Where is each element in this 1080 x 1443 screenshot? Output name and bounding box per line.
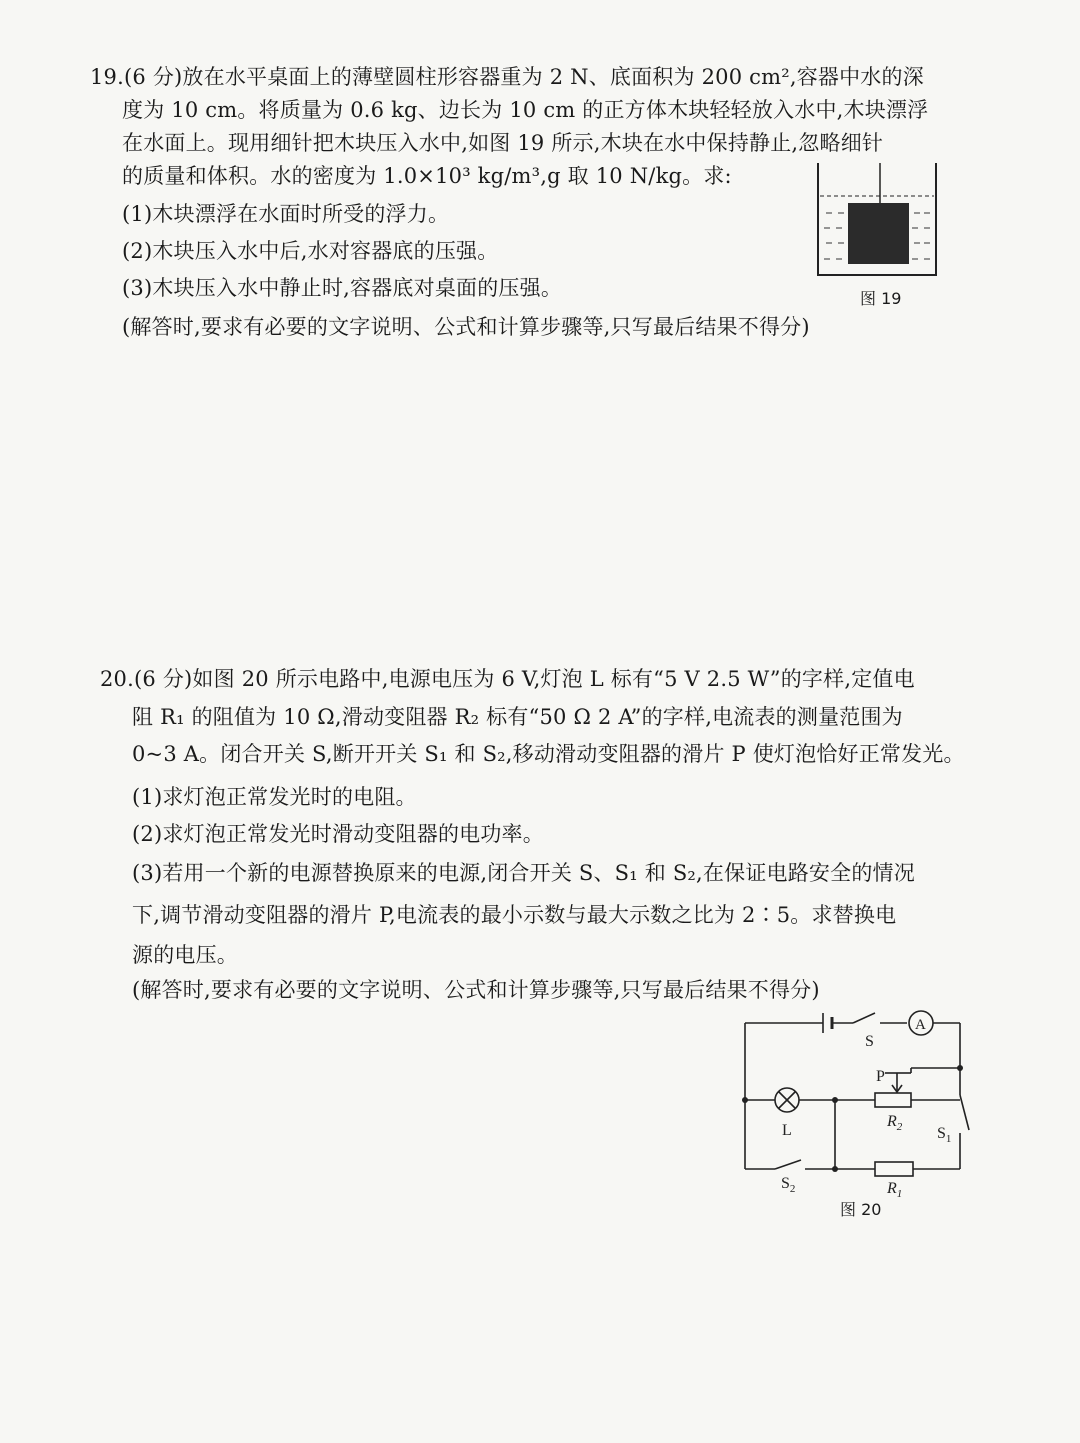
- svg-text:S1: [937, 1125, 951, 1145]
- q19-sub-3: (3)木块压入水中静止时,容器底对桌面的压强。: [122, 276, 563, 300]
- q20-stem-line-2: 阻 R₁ 的阻值为 10 Ω,滑动变阻器 R₂ 标有“50 Ω 2 A”的字样,电流表的测量范围为: [132, 705, 903, 729]
- label-s2: S: [781, 1175, 790, 1192]
- q20-stem-line-3: 0~3 A。闭合开关 S,断开开关 S₁ 和 S₂,移动滑动变阻器的滑片 P 使灯泡恰好正常发光。: [132, 742, 965, 766]
- label-r2-sub: 2: [896, 1121, 903, 1133]
- svg-text:R2: [886, 1113, 903, 1133]
- label-lamp: L: [782, 1122, 792, 1139]
- q20-sub-3-line-2: 下,调节滑动变阻器的滑片 P,电流表的最小示数与最大示数之比为 2∶5。求替换电: [132, 903, 897, 927]
- figure-19-caption: 图 19: [860, 289, 902, 308]
- q19-stem-line-1: 19.(6 分)放在水平桌面上的薄壁圆柱形容器重为 2 N、底面积为 200 cm²,容器中水的深: [90, 65, 924, 89]
- label-r2: R: [887, 1113, 897, 1130]
- r1-symbol: [875, 1162, 913, 1176]
- label-s1: S: [937, 1125, 946, 1142]
- q20-stem-line-1: 20.(6 分)如图 20 所示电路中,电源电压为 6 V,灯泡 L 标有“5 V 2.5 W”的字样,定值电: [100, 667, 915, 691]
- q20-sub-1: (1)求灯泡正常发光时的电阻。: [132, 785, 417, 809]
- q20-sub-3-line-1: (3)若用一个新的电源替换原来的电源,闭合开关 S、S₁ 和 S₂,在保证电路安全的情况: [132, 861, 915, 885]
- figure-20-caption: 图 20: [840, 1200, 882, 1219]
- q19-stem-line-3: 在水面上。现用细针把木块压入水中,如图 19 所示,木块在水中保持静止,忽略细针: [122, 131, 884, 155]
- label-s2-sub: 2: [789, 1183, 796, 1195]
- figure-20-circuit-diagram: [735, 1005, 970, 1215]
- figure-19-container-diagram: [812, 163, 947, 283]
- label-ammeter: A: [915, 1017, 926, 1033]
- q20-sub-3-line-3: 源的电压。: [132, 943, 238, 967]
- label-r1: R: [887, 1180, 897, 1197]
- q20-note: (解答时,要求有必要的文字说明、公式和计算步骤等,只写最后结果不得分): [132, 978, 820, 1002]
- q20-sub-2: (2)求灯泡正常发光时滑动变阻器的电功率。: [132, 822, 544, 846]
- svg-text:R1: [886, 1180, 902, 1200]
- label-slider-p: P: [876, 1068, 885, 1085]
- q19-note: (解答时,要求有必要的文字说明、公式和计算步骤等,只写最后结果不得分): [122, 315, 810, 339]
- wood-block: [848, 203, 909, 264]
- label-s1-sub: 1: [945, 1133, 952, 1145]
- q19-sub-1: (1)木块漂浮在水面时所受的浮力。: [122, 202, 450, 226]
- q19-sub-2: (2)木块压入水中后,水对容器底的压强。: [122, 239, 499, 263]
- q19-stem-line-4: 的质量和体积。水的密度为 1.0×10³ kg/m³,g 取 10 N/kg。求:: [122, 164, 732, 188]
- label-r1-sub: 1: [896, 1188, 903, 1200]
- r2-symbol: [875, 1093, 911, 1107]
- svg-text:S2: [781, 1175, 795, 1195]
- label-switch-s: S: [865, 1033, 874, 1050]
- q19-stem-line-2: 度为 10 cm。将质量为 0.6 kg、边长为 10 cm 的正方体木块轻轻放入水中,木块漂浮: [122, 98, 929, 122]
